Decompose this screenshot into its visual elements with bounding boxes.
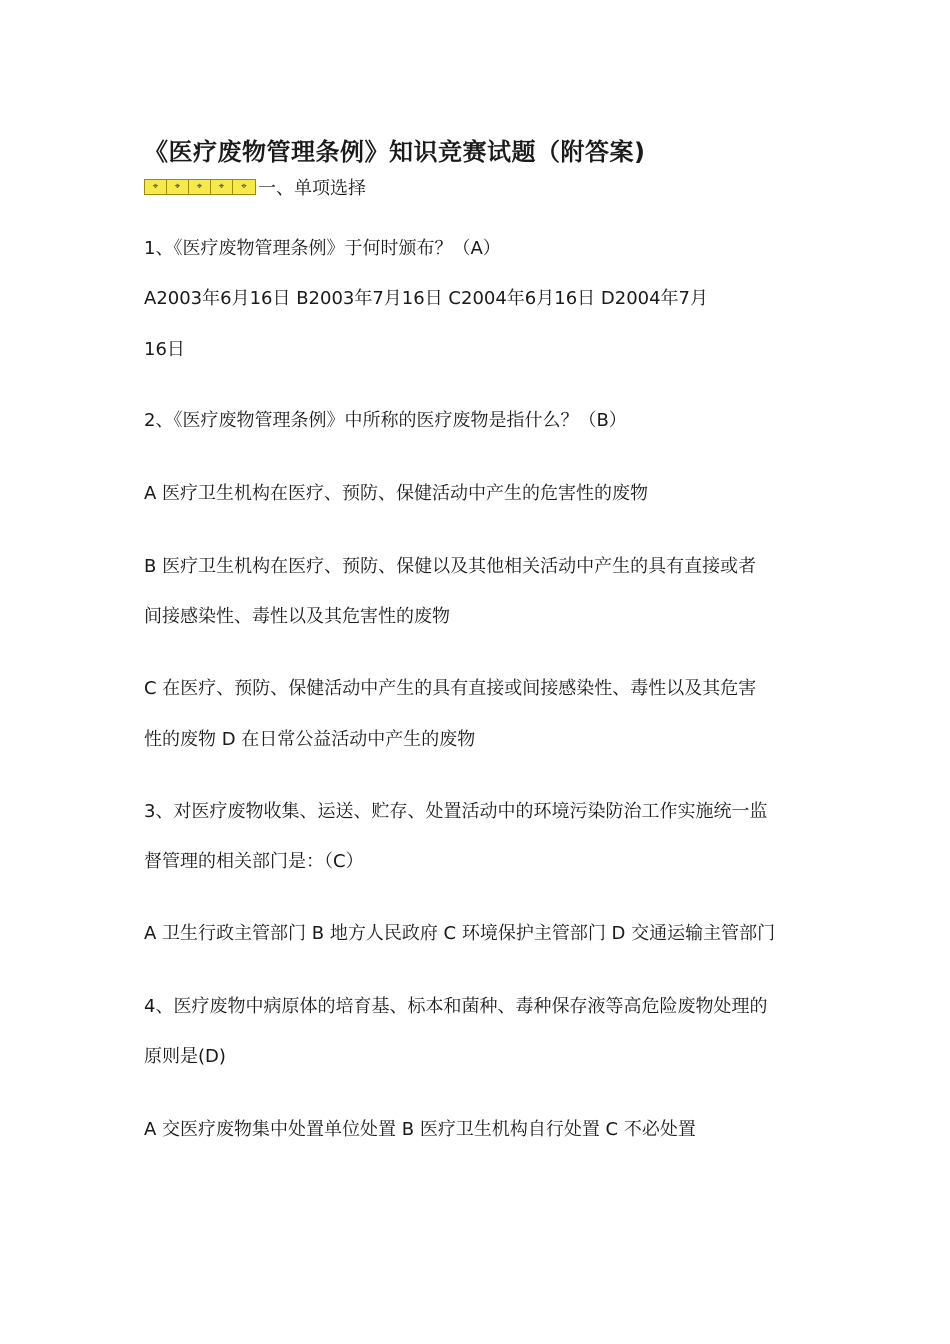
question-4: 4、医疗废物中病原体的培育基、标本和菌种、毒种保存液等高危险废物处理的 <box>144 996 768 1017</box>
question-2-option-a: A 医疗卫生机构在医疗、预防、保健活动中产生的危害性的废物 <box>144 483 649 504</box>
question-2-option-c-d: 性的废物 D 在日常公益活动中产生的废物 <box>144 729 476 750</box>
question-4-options: A 交医疗废物集中处置单位处置 B 医疗卫生机构自行处置 C 不必处置 <box>144 1119 696 1140</box>
document-title: 《医疗废物管理条例》知识竞赛试题（附答案) <box>144 138 646 166</box>
question-3: 3、对医疗废物收集、运送、贮存、处置活动中的环境污染防治工作实施统一监 <box>144 801 768 822</box>
section-label: 一、单项选择 <box>258 178 366 199</box>
question-4-cont: 原则是(D) <box>144 1046 226 1067</box>
pin-icon: ⌖ <box>145 180 167 194</box>
question-3-options: A 卫生行政主管部门 B 地方人民政府 C 环境保护主管部门 D 交通运输主管部门 <box>144 923 776 944</box>
question-2-option-b: B 医疗卫生机构在医疗、预防、保健以及其他相关活动中产生的具有直接或者 <box>144 556 757 577</box>
embedded-icon-strip <box>144 179 256 195</box>
pin-icon: ⌖ <box>211 180 233 194</box>
question-1-options-cont: 16日 <box>144 339 185 360</box>
question-2: 2、《医疗废物管理条例》中所称的医疗废物是指什么？（B） <box>144 410 627 431</box>
pin-icon: ⌖ <box>167 180 189 194</box>
question-3-cont: 督管理的相关部门是：（C） <box>144 851 364 872</box>
question-2-option-b-cont: 间接感染性、毒性以及其危害性的废物 <box>144 606 450 627</box>
question-1-options: A2003年6月16日 B2003年7月16日 C2004年6月16日 D2004年7月 <box>144 288 709 309</box>
pin-icon: ⌖ <box>189 180 211 194</box>
question-1: 1、《医疗废物管理条例》于何时颁布？（A） <box>144 238 501 259</box>
pin-icon: ⌖ <box>241 181 247 192</box>
section-heading <box>144 176 366 198</box>
question-2-option-c: C 在医疗、预防、保健活动中产生的具有直接或间接感染性、毒性以及其危害 <box>144 678 757 699</box>
